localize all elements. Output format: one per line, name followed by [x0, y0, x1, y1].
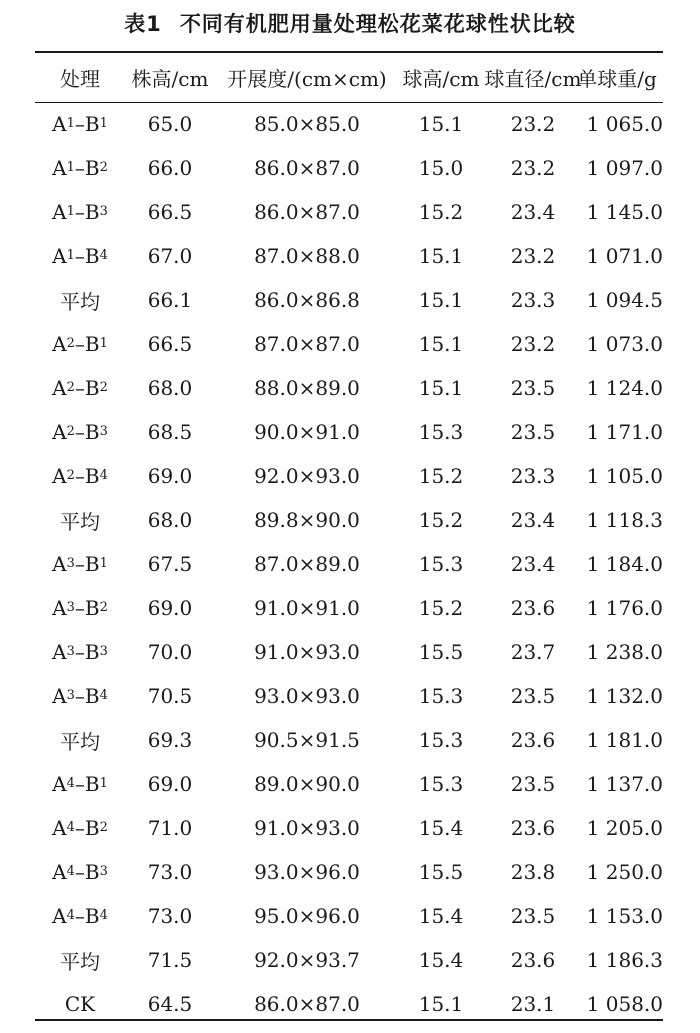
plant-height-cell: 68.0 [147, 508, 193, 532]
ball-diameter-cell: 23.6 [510, 596, 556, 620]
header-cell-ball-diameter: 球直径/cm [484, 67, 582, 91]
spread-cell: 88.0×89.0 [254, 376, 360, 400]
ball-weight-cell: 1 153.0 [586, 904, 663, 928]
ball-height-cell: 15.4 [418, 948, 464, 972]
treatment-cell [35, 674, 125, 718]
ball-weight-cell: 1 073.0 [586, 332, 663, 356]
treatment-dash: – [74, 684, 85, 708]
treatment-dash: – [74, 552, 85, 576]
factor-a-letter: A [52, 904, 67, 928]
ball-height-cell: 15.1 [418, 376, 464, 400]
header-cell-spread: 开展度/(cm×cm) [227, 67, 387, 91]
header-cell-ball-weight: 单球重/g [577, 67, 657, 91]
treatment-code: A 1 – B 3 [52, 200, 108, 224]
header-cell-plant-height: 株高/cm [131, 67, 209, 91]
ball-diameter-cell: 23.4 [510, 552, 556, 576]
ball-weight-cell: 1 205.0 [586, 816, 663, 840]
ball-diameter-cell: 23.2 [510, 156, 556, 180]
ball-weight-cell: 1 132.0 [586, 684, 663, 708]
factor-a-letter: A [52, 420, 67, 444]
table-row [35, 586, 663, 630]
table-row [35, 850, 663, 894]
treatment-dash: – [74, 376, 85, 400]
plant-height-cell: 69.0 [147, 772, 193, 796]
spread-cell: 93.0×96.0 [254, 860, 360, 884]
ball-height-cell: 15.4 [418, 904, 464, 928]
spread-cell: 89.0×90.0 [254, 772, 360, 796]
plant-height-cell: 73.0 [147, 860, 193, 884]
treatment-label: CK [64, 992, 96, 1016]
treatment-cell [35, 894, 125, 938]
treatment-label: 平均 [60, 509, 100, 534]
treatment-code: A 1 – B 2 [52, 156, 108, 180]
plant-height-cell: 67.5 [147, 552, 193, 576]
header-row [35, 53, 663, 102]
ball-weight-cell: 1 181.0 [586, 728, 663, 752]
factor-a-letter: A [52, 772, 67, 796]
plant-height-cell: 70.5 [147, 684, 193, 708]
plant-height-cell: 71.0 [147, 816, 193, 840]
treatment-cell [35, 366, 125, 410]
spread-cell: 90.5×91.5 [254, 728, 360, 752]
spread-cell: 91.0×91.0 [254, 596, 360, 620]
spread-cell: 85.0×85.0 [254, 112, 360, 136]
plant-height-cell: 64.5 [147, 992, 193, 1016]
table-row [35, 322, 663, 366]
ball-height-cell: 15.2 [418, 464, 464, 488]
ball-height-cell: 15.5 [418, 860, 464, 884]
ball-height-cell: 15.1 [418, 332, 464, 356]
table-title: 不同有机肥用量处理松花菜花球性状比较 [179, 12, 576, 36]
ball-diameter-cell: 23.6 [510, 728, 556, 752]
spread-cell: 87.0×89.0 [254, 552, 360, 576]
plant-height-cell: 66.5 [147, 200, 193, 224]
factor-b-letter: B [84, 376, 100, 400]
header-cell-treatment: 处理 [60, 67, 100, 91]
ball-height-cell: 15.1 [418, 112, 464, 136]
treatment-cell [35, 850, 125, 894]
table-row [35, 674, 663, 718]
factor-b-letter: B [84, 464, 100, 488]
spread-cell: 86.0×87.0 [254, 156, 360, 180]
ball-height-cell: 15.4 [418, 816, 464, 840]
treatment-dash: – [74, 464, 85, 488]
ball-diameter-cell: 23.5 [510, 684, 556, 708]
treatment-label: 平均 [60, 289, 100, 314]
spread-cell: 89.8×90.0 [254, 508, 360, 532]
treatment-dash: – [74, 640, 85, 664]
plant-height-cell: 69.0 [147, 464, 193, 488]
ball-height-cell: 15.3 [418, 420, 464, 444]
treatment-dash: – [74, 156, 85, 180]
ball-weight-cell: 1 137.0 [586, 772, 663, 796]
table-caption [0, 8, 700, 38]
plant-height-cell: 66.5 [147, 332, 193, 356]
treatment-dash: – [74, 200, 85, 224]
treatment-code: A 1 – B 1 [52, 112, 108, 136]
factor-a-letter: A [52, 552, 67, 576]
ball-weight-cell: 1 058.0 [586, 992, 663, 1016]
factor-a-letter: A [52, 332, 67, 356]
factor-b-letter: B [84, 860, 100, 884]
treatment-dash: – [74, 904, 85, 928]
ball-diameter-cell: 23.5 [510, 420, 556, 444]
ball-diameter-cell: 23.6 [510, 948, 556, 972]
treatment-code: A 4 – B 4 [52, 904, 108, 928]
ball-diameter-cell: 23.3 [510, 288, 556, 312]
table-row [35, 278, 663, 322]
ball-height-cell: 15.1 [418, 244, 464, 268]
table-row [35, 718, 663, 762]
factor-a-letter: A [52, 640, 67, 664]
spread-cell: 92.0×93.7 [254, 948, 360, 972]
factor-a-letter: A [52, 816, 67, 840]
plant-height-cell: 68.0 [147, 376, 193, 400]
treatment-code: A 3 – B 4 [52, 684, 108, 708]
treatment-code: A 3 – B 2 [52, 596, 108, 620]
spread-cell: 95.0×96.0 [254, 904, 360, 928]
table-row [35, 938, 663, 982]
table-row [35, 806, 663, 850]
header-cell-ball-height: 球高/cm [402, 67, 480, 91]
table-row [35, 498, 663, 542]
factor-b-letter: B [84, 552, 100, 576]
table-row [35, 982, 663, 1026]
ball-weight-cell: 1 171.0 [586, 420, 663, 444]
treatment-cell [35, 410, 125, 454]
plant-height-cell: 71.5 [147, 948, 193, 972]
treatment-code: A 2 – B 4 [52, 464, 108, 488]
ball-diameter-cell: 23.1 [510, 992, 556, 1016]
treatment-cell [35, 146, 125, 190]
ball-diameter-cell: 23.5 [510, 904, 556, 928]
table-row [35, 410, 663, 454]
factor-b-letter: B [84, 684, 100, 708]
factor-a-letter: A [52, 860, 67, 884]
treatment-cell [35, 586, 125, 630]
ball-weight-cell: 1 105.0 [586, 464, 663, 488]
factor-a-letter: A [52, 376, 67, 400]
ball-weight-cell: 1 097.0 [586, 156, 663, 180]
ball-weight-cell: 1 065.0 [586, 112, 663, 136]
plant-height-cell: 67.0 [147, 244, 193, 268]
ball-diameter-cell: 23.2 [510, 112, 556, 136]
factor-a-letter: A [52, 684, 67, 708]
treatment-code: A 3 – B 3 [52, 640, 108, 664]
plant-height-cell: 69.0 [147, 596, 193, 620]
spread-cell: 93.0×93.0 [254, 684, 360, 708]
treatment-code: A 2 – B 2 [52, 376, 108, 400]
spread-cell: 90.0×91.0 [254, 420, 360, 444]
ball-height-cell: 15.3 [418, 772, 464, 796]
factor-a-letter: A [52, 596, 67, 620]
factor-b-letter: B [84, 200, 100, 224]
treatment-dash: – [74, 816, 85, 840]
treatment-dash: – [74, 244, 85, 268]
plant-height-cell: 70.0 [147, 640, 193, 664]
spread-cell: 86.0×87.0 [254, 200, 360, 224]
factor-b-letter: B [84, 244, 100, 268]
ball-weight-cell: 1 250.0 [586, 860, 663, 884]
factor-b-letter: B [84, 596, 100, 620]
treatment-label: 平均 [60, 949, 100, 974]
factor-a-letter: A [52, 112, 67, 136]
plant-height-cell: 66.1 [147, 288, 193, 312]
treatment-dash: – [74, 332, 85, 356]
treatment-cell [35, 322, 125, 366]
treatment-cell [35, 938, 125, 982]
treatment-cell [35, 762, 125, 806]
treatment-code: A 4 – B 1 [52, 772, 108, 796]
ball-diameter-cell: 23.4 [510, 508, 556, 532]
spread-cell: 87.0×87.0 [254, 332, 360, 356]
ball-height-cell: 15.3 [418, 552, 464, 576]
ball-weight-cell: 1 238.0 [586, 640, 663, 664]
factor-a-letter: A [52, 244, 67, 268]
table-row [35, 190, 663, 234]
factor-b-letter: B [84, 112, 100, 136]
table-body [35, 102, 663, 1026]
treatment-dash: – [74, 420, 85, 444]
ball-height-cell: 15.3 [418, 684, 464, 708]
ball-height-cell: 15.2 [418, 508, 464, 532]
ball-diameter-cell: 23.2 [510, 244, 556, 268]
treatment-cell [35, 982, 125, 1026]
spread-cell: 91.0×93.0 [254, 816, 360, 840]
ball-diameter-cell: 23.8 [510, 860, 556, 884]
ball-diameter-cell: 23.6 [510, 816, 556, 840]
factor-b-letter: B [84, 156, 100, 180]
treatment-code: A 2 – B 1 [52, 332, 108, 356]
spread-cell: 91.0×93.0 [254, 640, 360, 664]
ball-diameter-cell: 23.5 [510, 772, 556, 796]
ball-diameter-cell: 23.4 [510, 200, 556, 224]
ball-weight-cell: 1 124.0 [586, 376, 663, 400]
spread-cell: 86.0×87.0 [254, 992, 360, 1016]
treatment-cell [35, 234, 125, 278]
treatment-cell [35, 498, 125, 542]
plant-height-cell: 68.5 [147, 420, 193, 444]
table-row [35, 630, 663, 674]
factor-b-letter: B [84, 904, 100, 928]
factor-a-letter: A [52, 156, 67, 180]
ball-weight-cell: 1 186.3 [586, 948, 663, 972]
ball-weight-cell: 1 184.0 [586, 552, 663, 576]
factor-a-letter: A [52, 464, 67, 488]
treatment-cell [35, 190, 125, 234]
factor-b-letter: B [84, 772, 100, 796]
treatment-dash: – [74, 596, 85, 620]
treatment-code: A 1 – B 4 [52, 244, 108, 268]
plant-height-cell: 66.0 [147, 156, 193, 180]
treatment-code: A 3 – B 1 [52, 552, 108, 576]
ball-height-cell: 15.5 [418, 640, 464, 664]
ball-height-cell: 15.0 [418, 156, 464, 180]
plant-height-cell: 73.0 [147, 904, 193, 928]
ball-diameter-cell: 23.5 [510, 376, 556, 400]
treatment-cell [35, 718, 125, 762]
ball-diameter-cell: 23.7 [510, 640, 556, 664]
table-row [35, 102, 663, 146]
treatment-cell [35, 278, 125, 322]
spread-cell: 87.0×88.0 [254, 244, 360, 268]
table-row [35, 454, 663, 498]
ball-height-cell: 15.3 [418, 728, 464, 752]
table-number: 表1 [124, 12, 162, 36]
ball-diameter-cell: 23.2 [510, 332, 556, 356]
factor-b-letter: B [84, 332, 100, 356]
ball-diameter-cell: 23.3 [510, 464, 556, 488]
treatment-cell [35, 102, 125, 146]
ball-weight-cell: 1 071.0 [586, 244, 663, 268]
factor-b-letter: B [84, 816, 100, 840]
factor-a-letter: A [52, 200, 67, 224]
factor-b-letter: B [84, 640, 100, 664]
data-table [35, 53, 663, 1026]
ball-height-cell: 15.1 [418, 288, 464, 312]
treatment-dash: – [74, 860, 85, 884]
factor-b-letter: B [84, 420, 100, 444]
table-row [35, 366, 663, 410]
ball-weight-cell: 1 176.0 [586, 596, 663, 620]
table-row [35, 542, 663, 586]
plant-height-cell: 69.3 [147, 728, 193, 752]
ball-weight-cell: 1 118.3 [586, 508, 663, 532]
treatment-cell [35, 454, 125, 498]
ball-weight-cell: 1 145.0 [586, 200, 663, 224]
ball-height-cell: 15.1 [418, 992, 464, 1016]
table-row [35, 894, 663, 938]
treatment-code: A 2 – B 3 [52, 420, 108, 444]
treatment-code: A 4 – B 3 [52, 860, 108, 884]
treatment-dash: – [74, 112, 85, 136]
spread-cell: 86.0×86.8 [254, 288, 360, 312]
spread-cell: 92.0×93.0 [254, 464, 360, 488]
ball-height-cell: 15.2 [418, 596, 464, 620]
plant-height-cell: 65.0 [147, 112, 193, 136]
treatment-cell [35, 542, 125, 586]
treatment-label: 平均 [60, 729, 100, 754]
treatment-code: A 4 – B 2 [52, 816, 108, 840]
table-row [35, 234, 663, 278]
ball-weight-cell: 1 094.5 [586, 288, 663, 312]
treatment-dash: – [74, 772, 85, 796]
table-row [35, 762, 663, 806]
table-row [35, 146, 663, 190]
treatment-cell [35, 630, 125, 674]
ball-height-cell: 15.2 [418, 200, 464, 224]
treatment-cell [35, 806, 125, 850]
